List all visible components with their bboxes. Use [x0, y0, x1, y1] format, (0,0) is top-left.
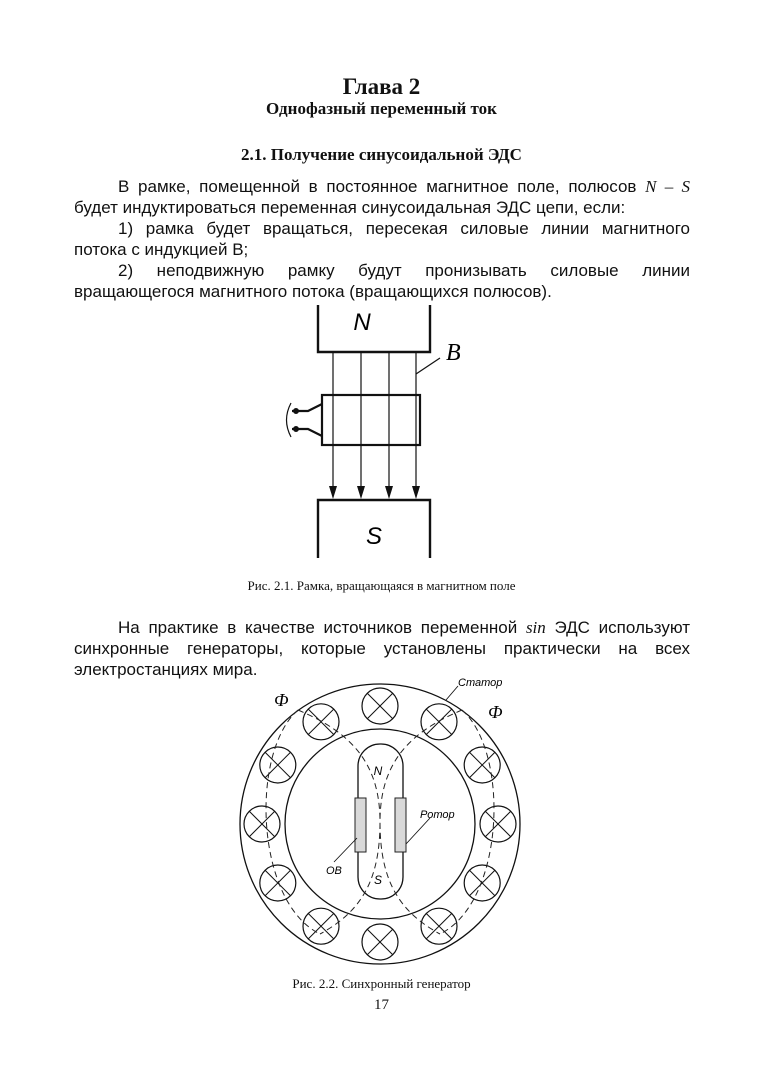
rotating-frame	[292, 395, 420, 445]
stator-leader	[446, 686, 458, 700]
figure-1-caption: Рис. 2.1. Рамка, вращающаяся в магнитном поле	[247, 578, 516, 593]
label-rotor: Ротор	[420, 809, 455, 821]
paragraph-condition-1: 1) рамка будет вращаться, пересекая силовые линии магнитного потока с индукцией В;	[74, 219, 690, 259]
label-pole-s: S	[365, 523, 383, 550]
sin-variable: sin	[525, 618, 546, 637]
stator-winding-slot	[362, 688, 398, 724]
ov-leader	[334, 838, 357, 862]
figure-synchronous-generator	[230, 672, 535, 972]
paragraph-intro-text-b: будет индуктироваться переменная синусоидальная ЭДС цепи, если:	[74, 198, 626, 217]
stator-winding-slot	[244, 806, 280, 842]
page-number: 17	[374, 997, 389, 1013]
label-rotor-n: N	[373, 764, 383, 778]
label-rotor-s: S	[373, 873, 383, 887]
paragraph-generators-text-b: ЭДС используют синхронные генераторы, которые установлены практически на всех электростанциях мира.	[74, 618, 690, 679]
pole-n-outline	[318, 305, 430, 352]
paragraph-intro-text-a: В рамке, помещенной в постоянное магнитное поле, полюсов	[118, 177, 646, 196]
stator-winding-slot	[480, 806, 516, 842]
figure-2-caption: Рис. 2.2. Синхронный генератор	[292, 976, 471, 991]
poles-variable: N – S	[645, 177, 690, 196]
label-pole-n: N	[353, 309, 371, 336]
label-field-winding: ОВ	[326, 865, 342, 877]
paragraph-condition-2: 2) неподвижную рамку будут пронизывать силовые линии вращающегося магнитного потока (вращающихся полюсов).	[74, 261, 690, 301]
label-induction-b: B	[446, 340, 461, 366]
figure-frame-in-field	[270, 300, 510, 565]
paragraph-intro	[74, 176, 690, 218]
field-arrowheads	[329, 486, 420, 499]
frame-terminals	[294, 409, 299, 432]
rotor-leader	[406, 818, 430, 844]
stator-winding-slot	[464, 747, 500, 783]
stator-winding-slot	[421, 704, 457, 740]
stator-winding-slot	[260, 865, 296, 901]
induction-leader	[416, 358, 440, 374]
stator-winding-slot	[303, 704, 339, 740]
label-flux-right: Ф	[488, 702, 503, 722]
stator-winding-slot	[260, 747, 296, 783]
rotation-arc	[287, 403, 292, 437]
field-winding-right	[395, 798, 406, 852]
label-stator: Статор	[458, 677, 503, 689]
section-title: 2.1. Получение синусоидальной ЭДС	[241, 145, 522, 164]
label-flux-left: Ф	[274, 690, 289, 710]
field-lines	[333, 352, 416, 490]
paragraph-generators-text-a: На практике в качестве источников переменной	[118, 618, 526, 637]
stator-winding-slot	[464, 865, 500, 901]
chapter-subtitle: Однофазный переменный ток	[266, 99, 497, 118]
chapter-title: Глава 2	[342, 74, 421, 99]
stator-winding-slot	[362, 924, 398, 960]
field-winding-left	[355, 798, 366, 852]
paragraph-generators	[74, 617, 690, 680]
